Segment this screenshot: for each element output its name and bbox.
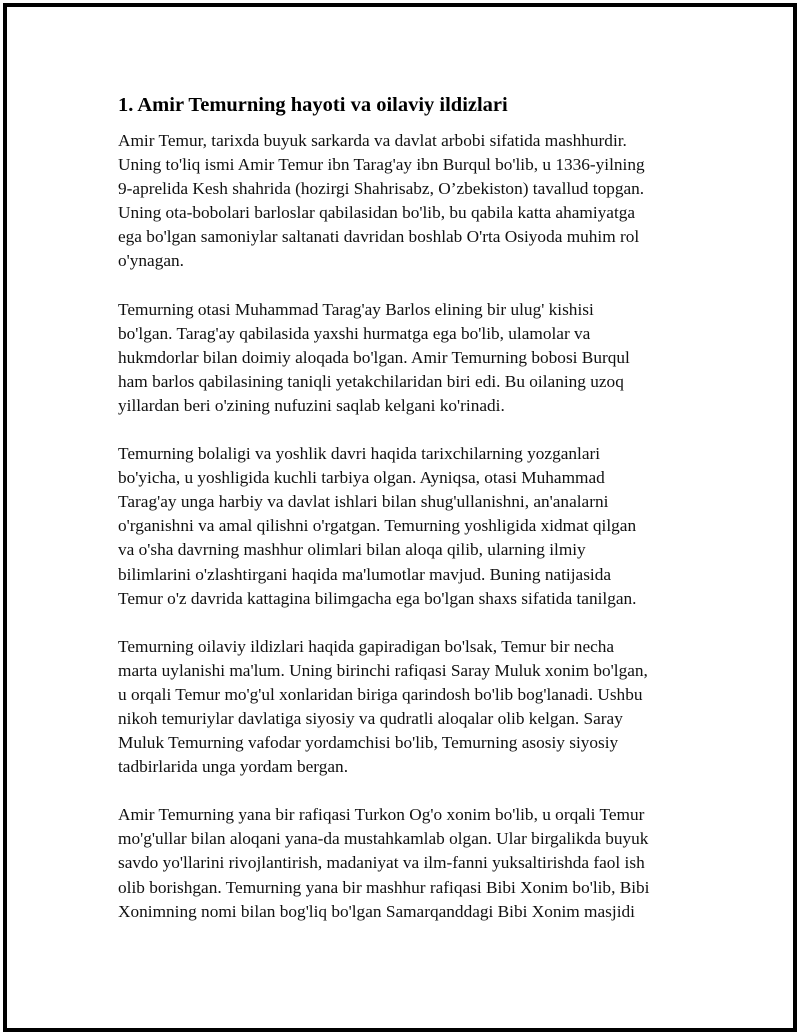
document-body	[114, 92, 694, 948]
text-line: yillardan beri o'zining nufuzini saqlab kelgani ko'rinadi.	[118, 395, 505, 415]
text-line: marta uylanishi ma'lum. Uning birinchi rafiqasi Saray Muluk xonim bo'lgan,	[118, 660, 648, 680]
paragraph	[118, 803, 694, 923]
text-line: ham barlos qabilasining taniqli yetakchilaridan biri edi. Bu oilaning uzoq	[118, 371, 624, 391]
text-line: Uning to'liq ismi Amir Temur ibn Tarag'ay ibn Burqul bo'lib, u 1336-yilning	[118, 155, 645, 175]
text-line: bilimlarini o'zlashtirgani haqida ma'lumotlar mavjud. Buning natijasida	[118, 564, 612, 584]
paragraph	[118, 442, 694, 611]
text-line: Tarag'ay unga harbiy va davlat ishlari bilan shug'ullanishni, an'analarni	[118, 492, 609, 512]
paragraph-list	[114, 129, 694, 924]
text-line: Amir Temurning yana bir rafiqasi Turkon Og'o xonim bo'lib, u orqali Temur	[118, 805, 645, 825]
text-line: bo'yicha, u yoshligida kuchli tarbiya olgan. Ayniqsa, otasi Muhammad	[118, 468, 605, 488]
text-line: Temurning oilaviy ildizlari haqida gapiradigan bo'lsak, Temur bir necha	[118, 636, 615, 656]
text-line: Temur o'z davrida kattagina bilimgacha ega bo'lgan shaxs sifatida tanilgan.	[118, 588, 637, 608]
text-line: hukmdorlar bilan doimiy aloqada bo'lgan. Amir Temurning bobosi Burqul	[118, 347, 630, 367]
text-line: olib borishgan. Temurning yana bir mashhur rafiqasi Bibi Xonim bo'lib, Bibi	[118, 877, 650, 897]
text-line: 9-aprelida Kesh shahrida (hozirgi Shahrisabz, O’zbekiston) tavallud topgan.	[118, 179, 645, 199]
text-line: mo'g'ullar bilan aloqani yana-da mustahkamlab olgan. Ular birgalikda buyuk	[118, 829, 649, 849]
text-line: u orqali Temur mo'g'ul xonlaridan biriga qarindosh bo'lib bog'lanadi. Ushbu	[118, 684, 643, 704]
text-line: nikoh temuriylar davlatiga siyosiy va qudratli aloqalar olib kelgan. Saray	[118, 708, 623, 728]
paragraph	[118, 129, 694, 274]
text-line: o'rganishni va amal qilishni o'rgatgan. Temurning yoshligida xidmat qilgan	[118, 516, 637, 536]
text-line: ega bo'lgan samoniylar saltanati davridan boshlab O'rta Osiyoda muhim rol	[118, 227, 640, 247]
text-line: Muluk Temurning vafodar yordamchisi bo'lib, Temurning asosiy siyosiy	[118, 733, 619, 753]
text-line: tadbirlarida unga yordam bergan.	[118, 757, 349, 777]
text-line: va o'sha davrning mashhur olimlari bilan aloqa qilib, ularning ilmiy	[118, 540, 586, 560]
text-line: o'ynagan.	[118, 251, 184, 271]
text-line: bo'lgan. Tarag'ay qabilasida yaxshi hurmatga ega bo'lib, ulamolar va	[118, 323, 591, 343]
paragraph	[118, 298, 694, 418]
text-line: Temurning bolaligi va yoshlik davri haqida tarixchilarning yozganlari	[118, 444, 601, 464]
text-line: savdo yo'llarini rivojlantirish, madaniyat va ilm-fanni yuksaltirishda faol ish	[118, 853, 645, 873]
text-line: Xonimning nomi bilan bog'liq bo'lgan Samarqanddagi Bibi Xonim masjidi	[118, 901, 635, 921]
paragraph	[118, 635, 694, 780]
text-line: Amir Temur, tarixda buyuk sarkarda va davlat arbobi sifatida mashhurdir.	[118, 131, 627, 150]
text-line: Temurning otasi Muhammad Tarag'ay Barlos elining bir ulug' kishisi	[118, 299, 594, 319]
section-title: 1. Amir Temurning hayoti va oilaviy ildizlari	[118, 94, 508, 116]
text-line: Uning ota-bobolari barloslar qabilasidan bo'lib, bu qabila katta ahamiyatga	[118, 203, 636, 223]
